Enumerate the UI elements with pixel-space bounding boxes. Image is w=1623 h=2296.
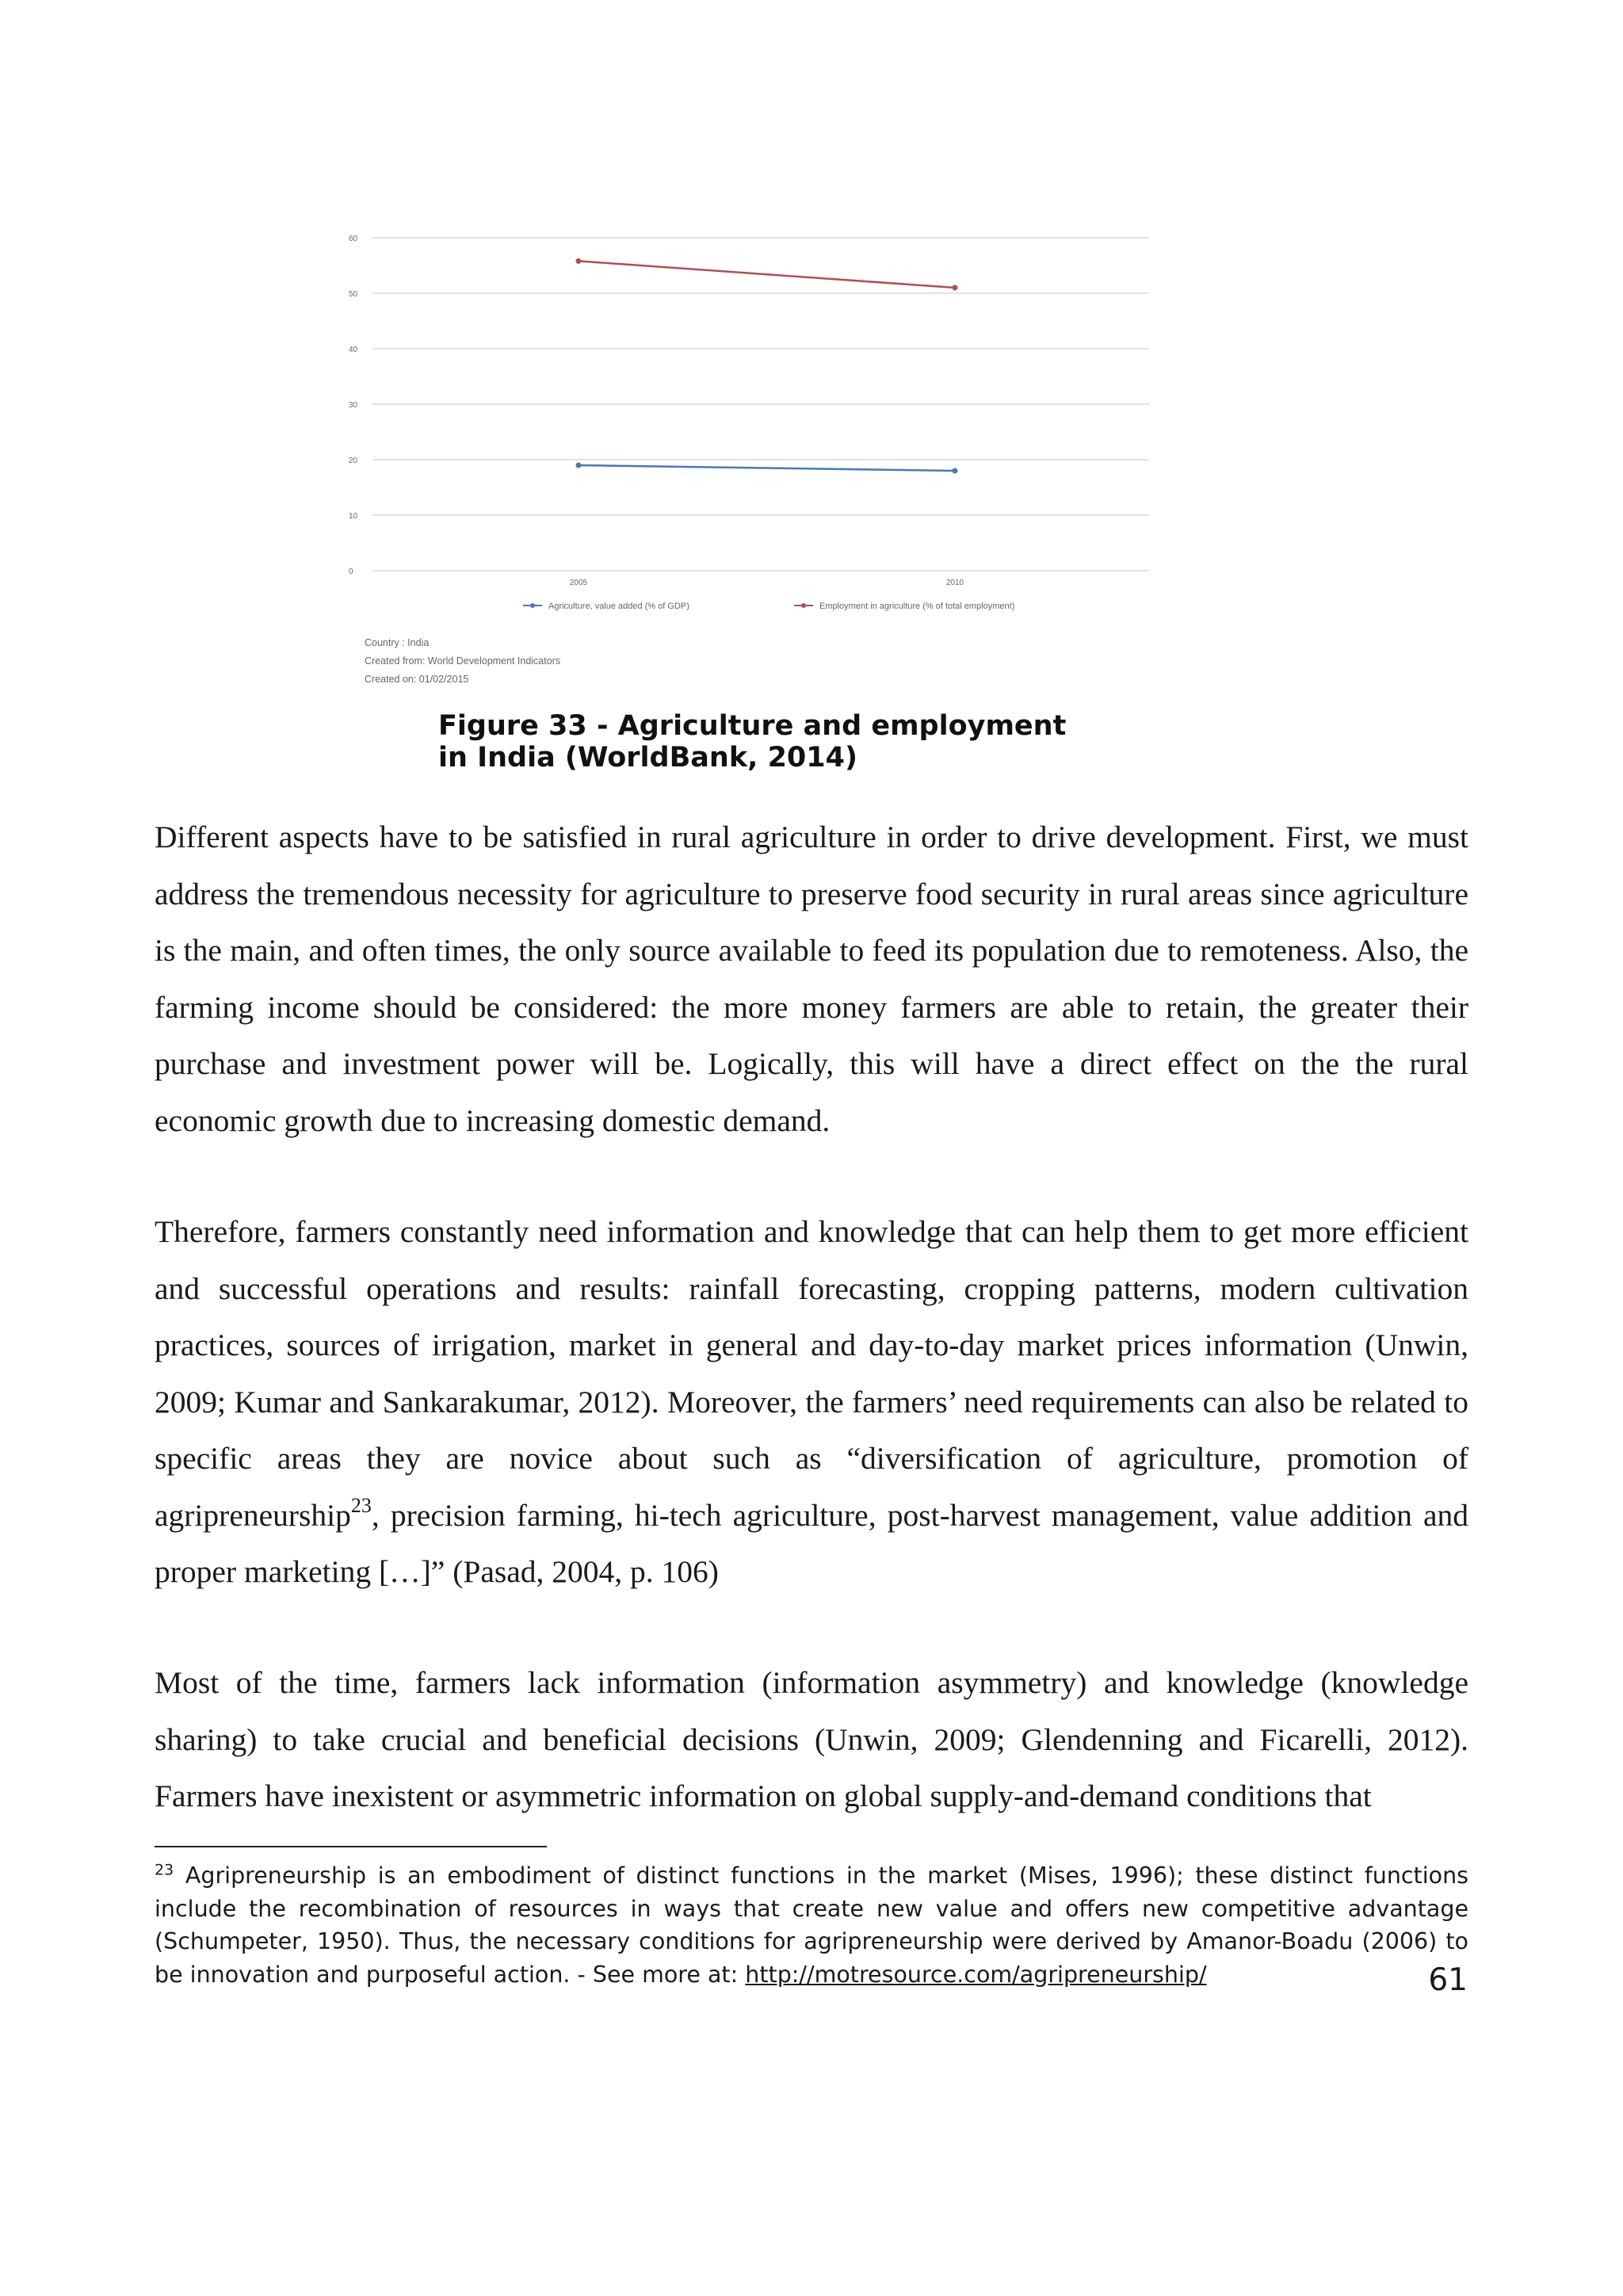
caption-line-1: Figure 33 - Agriculture and employment: [438, 710, 1067, 742]
series-line: [579, 465, 955, 471]
y-tick-label: 60: [349, 235, 358, 243]
footnote-reference[interactable]: 23: [350, 1494, 372, 1518]
y-tick-label: 50: [349, 290, 358, 299]
page-number: 61: [1428, 1962, 1468, 1998]
y-tick-label: 20: [349, 457, 358, 465]
series-line: [579, 261, 955, 288]
y-tick-label: 40: [349, 346, 358, 354]
caption-line-2: in India (WorldBank, 2014): [438, 742, 857, 774]
paragraph-2-end: , precision farming, hi-tech agriculture, post-harvest management, value addition and proper marketing […]” (Pasad, 2004, p. 106): [155, 1497, 1468, 1589]
footnote-number: 23: [155, 1861, 174, 1879]
legend-label: Employment in agriculture (% of total employment): [819, 602, 1015, 611]
paragraph-3: Most of the time, farmers lack information (information asymmetry) and knowledge (knowledge sharing) to take crucial and beneficial decisions (Unwin, 2009; Glendenning and Ficarelli, 2012). Farmers have inexistent or asymmetric information on global supply-and-demand conditions that: [155, 1665, 1468, 1813]
chart-note: Created on: 01/02/2015: [365, 674, 469, 685]
paragraph-2: [155, 1204, 1468, 1601]
data-point: [953, 468, 958, 474]
chart-note: Created from: World Development Indicators: [365, 655, 561, 667]
footnote-link[interactable]: http://motresource.com/agripreneurship/: [745, 1961, 1207, 1988]
footnote: [155, 1859, 1468, 1991]
figure-caption: [438, 710, 1151, 774]
y-tick-label: 0: [349, 567, 353, 576]
chart-svg: [349, 222, 1189, 705]
footnote-text: Agripreneurship is an embodiment of distinct functions in the market (Mises, 1996); these distinct functions include the recombination of resources in ways that create new value and offers new competitive advantage (Schumpeter, 1950). Thus, the necessary conditions for agripreneurship were derived by Amanor-Boadu (2006) to be innovation and purposeful action. - See more at:: [155, 1862, 1468, 1988]
y-tick-label: 30: [349, 401, 358, 410]
footnote-divider: [155, 1846, 547, 1847]
line-chart: [349, 222, 1189, 705]
legend-marker: [801, 603, 806, 608]
x-tick-label: 2005: [569, 579, 588, 587]
y-tick-label: 10: [349, 512, 358, 521]
paragraph-2-start: Therefore, farmers constantly need information and knowledge that can help them to get more efficient and successful operations and results: rainfall forecasting, cropping patterns, modern cultivation practices, sources of irrigation, market in general and day-to-day market prices information (Unwin, 2009; Kumar and Sankarakumar, 2012). Moreover, the farmers’ need requirements can also be related to specific areas they are novice about such as “diversification of agriculture, promotion of agripreneurship: [155, 1214, 1468, 1533]
paragraph-1: Different aspects have to be satisfied in rural agriculture in order to drive development. First, we must address the tremendous necessity for agriculture to preserve food security in rural areas since agriculture is the main, and often times, the only source available to feed its population due to remoteness. Also, the farming income should be considered: the more money farmers are able to retain, the greater their purchase and investment power will be. Logically, this will have a direct effect on the the rural economic growth due to increasing domestic demand.: [155, 819, 1468, 1138]
x-tick-label: 2010: [945, 579, 964, 587]
legend-label: Agriculture, value added (% of GDP): [548, 602, 689, 611]
data-point: [576, 463, 582, 468]
legend-marker: [530, 603, 535, 608]
chart-note: Country : India: [365, 637, 430, 648]
data-point: [953, 285, 958, 291]
data-point: [576, 258, 582, 264]
